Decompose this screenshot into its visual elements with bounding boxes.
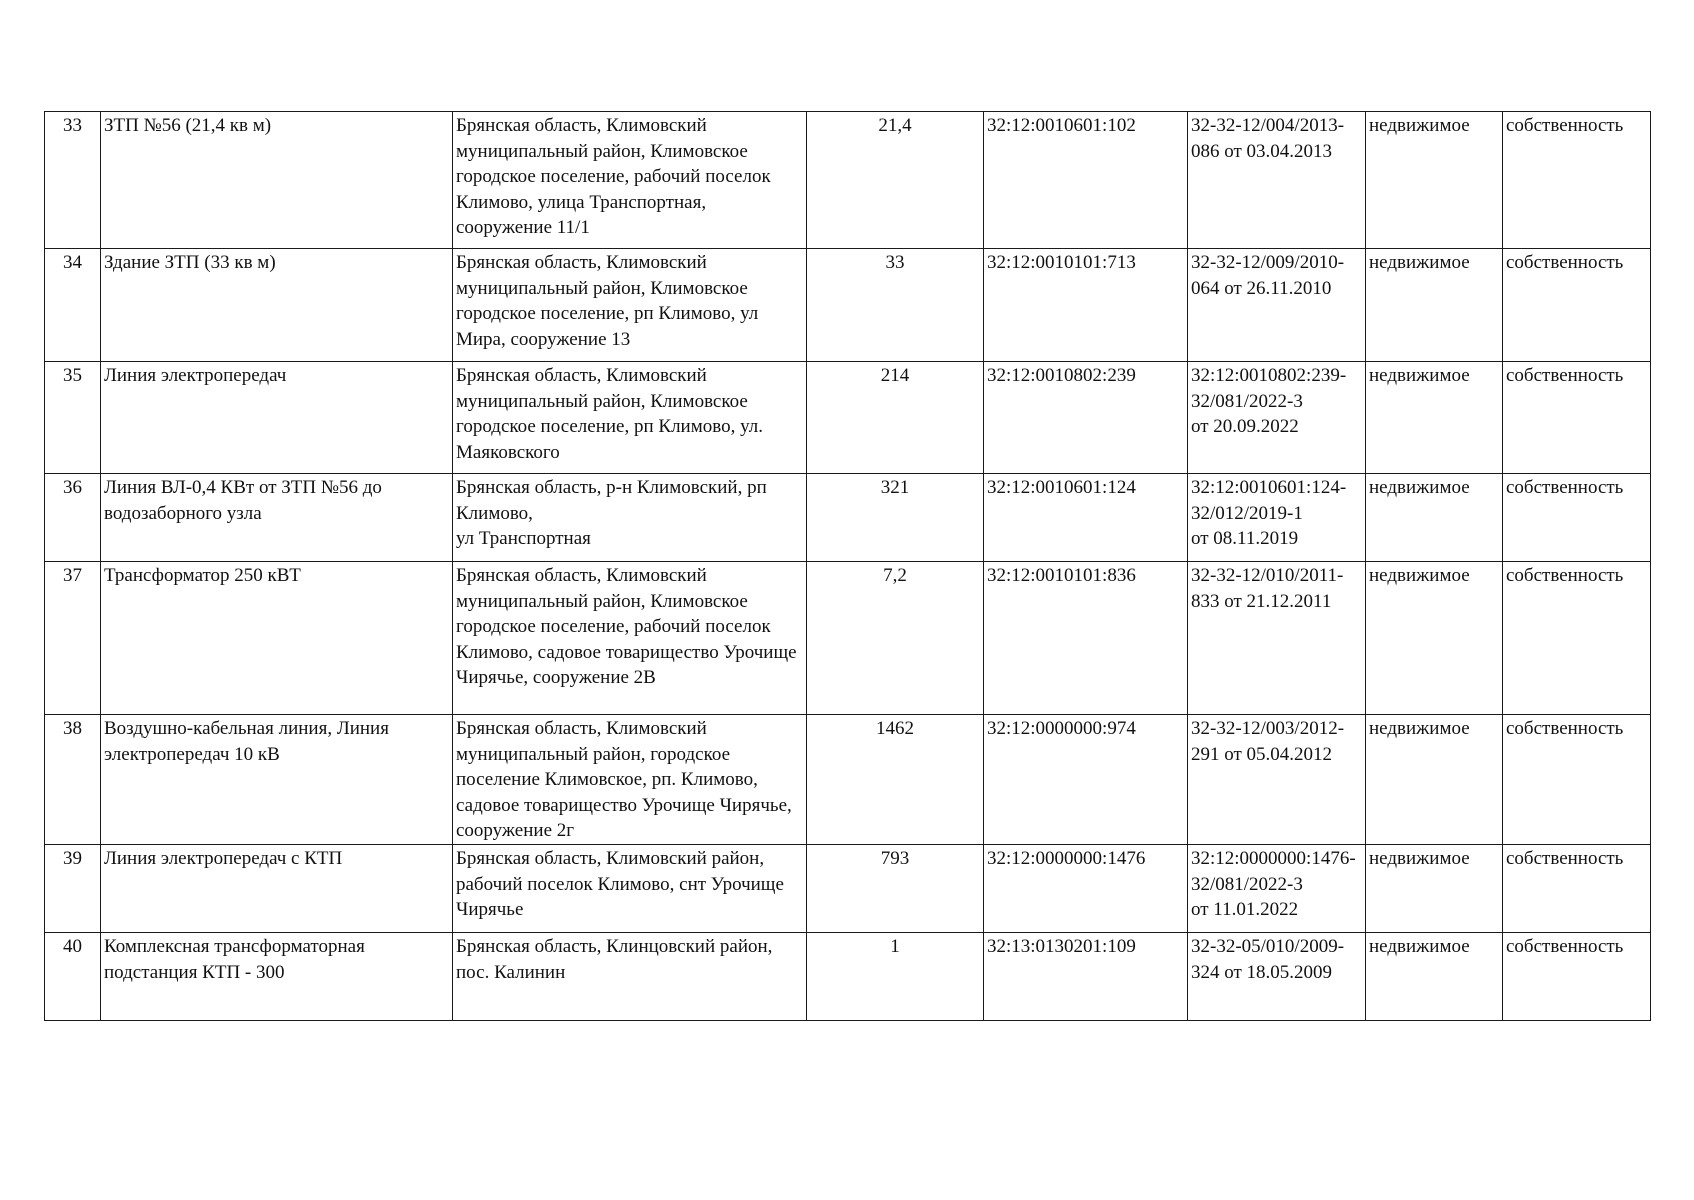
- ownership-right: собственность: [1503, 249, 1651, 362]
- property-type: недвижимое: [1366, 933, 1503, 1021]
- table-row: [45, 474, 1651, 562]
- object-name: Линия электропередач с КТП: [101, 845, 453, 933]
- registration-record: 32-32-12/009/2010-064 от 26.11.2010: [1188, 249, 1366, 362]
- object-name: Линия ВЛ-0,4 КВт от ЗТП №56 до водозаборного узла: [101, 474, 453, 562]
- table-row: [45, 249, 1651, 362]
- cadastral-number: 32:12:0010101:713: [984, 249, 1188, 362]
- cadastral-number: 32:12:0010601:124: [984, 474, 1188, 562]
- object-address: Брянская область, Климовский муниципальный район, Климовское городское поселение, рабочий поселок Климово, садовое товарищество Урочище Чирячье, сооружение 2В: [453, 562, 807, 715]
- property-registry-table: [44, 111, 1651, 1021]
- property-type: недвижимое: [1366, 249, 1503, 362]
- row-number: 40: [45, 933, 101, 1021]
- registration-record: 32:12:0010802:239-32/081/2022-3 от 20.09.2022: [1188, 362, 1366, 474]
- object-name: Воздушно-кабельная линия, Линия электропередач 10 кВ: [101, 715, 453, 845]
- cadastral-number: 32:13:0130201:109: [984, 933, 1188, 1021]
- property-type: недвижимое: [1366, 715, 1503, 845]
- object-address: Брянская область, Климовский муниципальный район, Климовское городское поселение, рабочий поселок Климово, улица Транспортная, сооружение 11/1: [453, 112, 807, 249]
- registration-record: 32:12:0000000:1476-32/081/2022-3 от 11.01.2022: [1188, 845, 1366, 933]
- object-name: Трансформатор 250 кВТ: [101, 562, 453, 715]
- object-area: 1462: [807, 715, 984, 845]
- property-type: недвижимое: [1366, 474, 1503, 562]
- object-area: 1: [807, 933, 984, 1021]
- property-type: недвижимое: [1366, 362, 1503, 474]
- table-row: [45, 562, 1651, 715]
- ownership-right: собственность: [1503, 474, 1651, 562]
- object-area: 321: [807, 474, 984, 562]
- cadastral-number: 32:12:0010802:239: [984, 362, 1188, 474]
- ownership-right: собственность: [1503, 933, 1651, 1021]
- row-number: 35: [45, 362, 101, 474]
- ownership-right: собственность: [1503, 362, 1651, 474]
- object-area: 7,2: [807, 562, 984, 715]
- object-name: ЗТП №56 (21,4 кв м): [101, 112, 453, 249]
- table-row: [45, 845, 1651, 933]
- object-area: 214: [807, 362, 984, 474]
- cadastral-number: 32:12:0000000:1476: [984, 845, 1188, 933]
- row-number: 33: [45, 112, 101, 249]
- row-number: 34: [45, 249, 101, 362]
- registration-record: 32-32-12/004/2013-086 от 03.04.2013: [1188, 112, 1366, 249]
- cadastral-number: 32:12:0000000:974: [984, 715, 1188, 845]
- object-address: Брянская область, Климовский муниципальный район, Климовское городское поселение, рп Климово, ул Мира, сооружение 13: [453, 249, 807, 362]
- object-name: Комплексная трансформаторная подстанция КТП - 300: [101, 933, 453, 1021]
- object-address: Брянская область, Клинцовский район, пос. Калинин: [453, 933, 807, 1021]
- cadastral-number: 32:12:0010101:836: [984, 562, 1188, 715]
- object-name: Здание ЗТП (33 кв м): [101, 249, 453, 362]
- row-number: 37: [45, 562, 101, 715]
- property-type: недвижимое: [1366, 845, 1503, 933]
- table-row: [45, 715, 1651, 845]
- registration-record: 32:12:0010601:124-32/012/2019-1 от 08.11.2019: [1188, 474, 1366, 562]
- table-row: [45, 362, 1651, 474]
- row-number: 39: [45, 845, 101, 933]
- cadastral-number: 32:12:0010601:102: [984, 112, 1188, 249]
- property-type: недвижимое: [1366, 112, 1503, 249]
- object-address: Брянская область, Климовский муниципальный район, городское поселение Климовское, рп. Климово, садовое товарищество Урочище Чирячье, сооружение 2г: [453, 715, 807, 845]
- registration-record: 32-32-12/003/2012-291 от 05.04.2012: [1188, 715, 1366, 845]
- object-area: 33: [807, 249, 984, 362]
- table-row: [45, 933, 1651, 1021]
- property-type: недвижимое: [1366, 562, 1503, 715]
- object-address: Брянская область, Климовский муниципальный район, Климовское городское поселение, рп Климово, ул. Маяковского: [453, 362, 807, 474]
- ownership-right: собственность: [1503, 112, 1651, 249]
- registration-record: 32-32-12/010/2011-833 от 21.12.2011: [1188, 562, 1366, 715]
- ownership-right: собственность: [1503, 845, 1651, 933]
- object-area: 21,4: [807, 112, 984, 249]
- row-number: 36: [45, 474, 101, 562]
- ownership-right: собственность: [1503, 562, 1651, 715]
- ownership-right: собственность: [1503, 715, 1651, 845]
- object-address: Брянская область, р-н Климовский, рп Климово, ул Транспортная: [453, 474, 807, 562]
- registration-record: 32-32-05/010/2009-324 от 18.05.2009: [1188, 933, 1366, 1021]
- row-number: 38: [45, 715, 101, 845]
- object-name: Линия электропередач: [101, 362, 453, 474]
- object-area: 793: [807, 845, 984, 933]
- table-row: [45, 112, 1651, 249]
- object-address: Брянская область, Климовский район, рабочий поселок Климово, снт Урочище Чирячье: [453, 845, 807, 933]
